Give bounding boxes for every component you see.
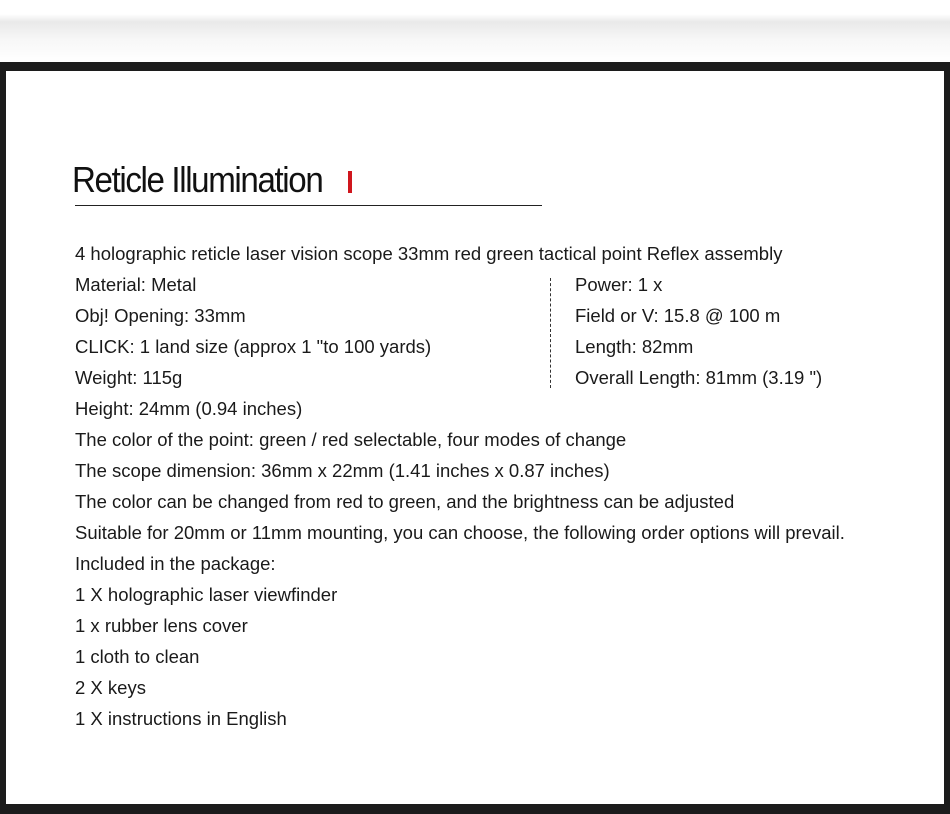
package-heading: Included in the package:: [75, 553, 276, 574]
intro-text: 4 holographic reticle laser vision scope 33mm red green tactical point Reflex assembly: [75, 243, 783, 264]
package-item-instructions: 1 X instructions in English: [75, 708, 287, 729]
title-underline: [75, 205, 542, 206]
top-shadow-strip: [0, 0, 950, 62]
spec-click: CLICK: 1 land size (approx 1 "to 100 yards): [75, 336, 432, 357]
title-accent-bar: [348, 171, 352, 193]
package-item-lens-cover: 1 x rubber lens cover: [75, 615, 248, 636]
spec-field-of-view: Field or V: 15.8 @ 100 m: [575, 305, 781, 326]
spec-objective-opening: Obj! Opening: 33mm: [75, 305, 246, 326]
detail-color-change: The color can be changed from red to green, and the brightness can be adjusted: [75, 491, 735, 512]
spec-weight: Weight: 115g: [75, 367, 183, 388]
spec-length: Length: 82mm: [575, 336, 694, 357]
section-title: Reticle Illumination: [72, 159, 323, 200]
spec-column-divider: [550, 278, 551, 388]
spec-material: Material: Metal: [75, 274, 197, 295]
detail-point-color: The color of the point: green / red selectable, four modes of change: [75, 429, 627, 450]
package-item-cloth: 1 cloth to clean: [75, 646, 200, 667]
detail-height: Height: 24mm (0.94 inches): [75, 398, 303, 419]
detail-scope-dimension: The scope dimension: 36mm x 22mm (1.41 inches x 0.87 inches): [75, 460, 610, 481]
package-item-keys: 2 X keys: [75, 677, 146, 698]
spec-overall-length: Overall Length: 81mm (3.19 "): [575, 367, 823, 388]
package-item-viewfinder: 1 X holographic laser viewfinder: [75, 584, 338, 605]
spec-power: Power: 1 x: [575, 274, 663, 295]
detail-mounting: Suitable for 20mm or 11mm mounting, you can choose, the following order options will prevail.: [75, 522, 845, 543]
